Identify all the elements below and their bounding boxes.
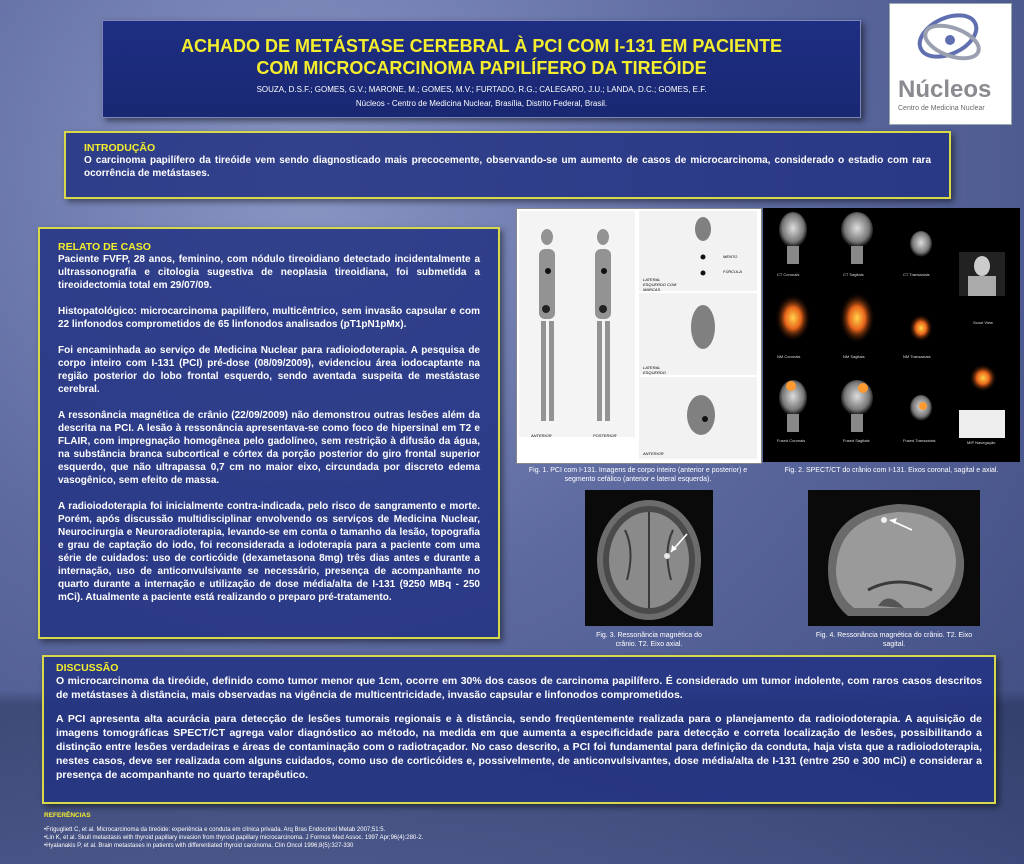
reference-item: •Hyalanakis P, et al. Brain metastases in patients with differentiated thyroid carcinoma. Clin Oncol 1996;8(5):327-330 <box>44 843 354 849</box>
intro-text: O carcinoma papilífero da tireóide vem sendo diagnosticado mais precocemente, observando-se um aumento de casos de microcarcinoma, considerado o estadio com rara ocorrência de metástases. <box>84 155 931 179</box>
fig1-label-lateral-marcas: LATERAL ESQUERDO COM MARCAS <box>643 277 677 292</box>
institution: Núcleos - Centro de Medicina Nuclear, Brasília, Distrito Federal, Brasil. <box>355 99 608 108</box>
poster-title <box>103 35 860 79</box>
intro-section <box>64 131 951 199</box>
case-paragraph-5: A radioiodoterapia foi inicialmente contra-indicada, pelo risco de sangramento e morte. Porém, após discussão multidisciplinar envolvendo os serviços de Medicina Nuclear, Neurocirurgia e Neuroradioterapia, levando-se em conta o tamanho da lesão, topografia e grau de captação do iodo, foi reconsiderada a iodoterapia para a paciente com uma série de cuidados: uso de corticóide (dexametasona 8mg) três dias antes e durante a internação, uso de anticonvulsivante se necessário, presença de acompanhante no quarto durante a internação e utilização de dose média/alta de I-131 (9250 MBq - 250 mCi). Atualmente a paciente está realizando o preparo pré-tratamento. <box>58 501 480 603</box>
fig2-label-fused-coronais: Fused Coronais <box>777 438 806 443</box>
discussion-paragraph-2: A PCI apresenta alta acurácia para detecção de lesões tumorais regionais e à distância, sendo freqüentemente realizada para o planejamento da radioiodoterapia. A aquisição de imagens tomográficas SPECT/CT agrega valor diagnóstico ao método, na medida em que aumenta a especificidade para detecção e correta localização de lesões, possibilitando a distinção entre lesões verdadeiras e áreas de contaminação com o radiotraçador. No caso descrito, a PCI foi fundamental para definição da conduta, haja vista que a radioiodoterapia, nestes casos, deve ser realizada com alguns cuidados, como uso de corticóides e, possivelmente, de anticonvulsivantes, dose média/alta de I-131 (entre 250 e 300 mCi) e considerar a presença de acompanhante no quarto terapêutico. <box>56 713 982 781</box>
whole-body-scan-image <box>517 209 761 463</box>
fig1-label-anterior: ANTERIOR <box>531 433 552 438</box>
case-report-section <box>38 227 500 639</box>
logo-name: Núcleos <box>898 76 992 103</box>
title-line-1: ACHADO DE METÁSTASE CEREBRAL À PCI COM I-131 EM PACIENTE <box>180 36 783 56</box>
poster-title-box <box>102 20 861 118</box>
figure-3-caption: Fig. 3. Ressonância magnética do crânio. T2. Eixo axial. <box>596 632 702 648</box>
reference-item: •Lin K, et al. Skull metastasis with thyroid papillary invasion from thyroid papillary microcarcinoma. J Formos Med Assoc. 1997 Apr;96(4):280-2. <box>44 835 424 841</box>
case-paragraph-3: Foi encaminhada ao serviço de Medicina Nuclear para radioiodoterapia. A pesquisa de corpo inteiro com I-131 (PCI) pré-dose (08/09/2009), evidenciou área iodocaptante na região posterior do lobo frontal esquerdo, sendo aventada suspeita de mestástase cerebral. <box>58 345 480 395</box>
fig1-label-posterior: POSTERIOR <box>593 433 617 438</box>
case-paragraph-4: A ressonância magnética de crânio (22/09/2009) não demonstrou outras lesões além da descrita na PCI. A lesão à ressonância apresentava-se como foco de hipersinal em T2 e FLAIR, com impregnação homogênea pelo gadolíneo, sem restrição à difusão da água, na substância branca subcortical e córtex da porção posterior do giro frontal superior esquerdo, que não ultrapassa 0,7 cm no maior eixo, circundada por discreto edema vasogênico, sem efeito de massa. <box>58 410 480 486</box>
fig2-label-fused-sagitais: Fused Sagitais <box>843 438 870 443</box>
mri-axial-image <box>585 490 713 626</box>
fig2-label-ct-coronais: CT Coronais <box>777 272 800 277</box>
discussion-heading: DISCUSSÃO <box>56 662 119 674</box>
fig1-label-lateral: LATERAL ESQUERDO <box>643 365 666 375</box>
fig2-label-ct-sagitais: CT Sagitais <box>843 272 864 277</box>
fig2-label-nm-coronais: NM Coronais <box>777 354 801 359</box>
logo-swirl-icon <box>890 4 1011 84</box>
figure-2-spect-ct <box>763 208 1020 462</box>
fig2-label-scout-view: Scout View <box>973 320 993 325</box>
fig2-label-nm-transaxiais: NM Transaxiais <box>903 354 931 359</box>
fig1-label-mento: MENTO <box>723 254 738 259</box>
title-line-2: COM MICROCARCINOMA PAPILÍFERO DA TIREÓIDE <box>256 58 707 78</box>
case-paragraph-2: Histopatológico: microcarcinoma papilífero, multicêntrico, sem invasão capsular e com 22 linfonodos comprometidos de 65 linfonodos analisados (pT1pN1pMx). <box>58 306 480 330</box>
fig2-label-fused-transaxiais: Fused Transaxiais <box>903 438 936 443</box>
nucleos-logo <box>889 3 1012 125</box>
case-paragraph-1: Paciente FVFP, 28 anos, feminino, com nódulo tireoidiano detectado incidentalmente a ultrassonografia e citologia sugestiva de neoplasia tireoidiana, foi submetida a tireoidectomia total em 29/07/09. <box>58 254 480 291</box>
figure-3-mri-axial <box>585 490 713 626</box>
fig2-label-mip-navegacao: MIP Navegação <box>967 440 996 445</box>
reference-item: •Frigugliett C, et al. Microcarcinoma da tireóide: experiência e conduta em clínica privada. Arq Bras Endocrinol Metab 2007;51:5. <box>44 827 386 833</box>
figure-1-caption: Fig. 1. PCI com I-131. Imagens de corpo inteiro (anterior e posterior) e segmento cefálico (anterior e lateral esquerda). <box>528 467 748 483</box>
fig1-label-anterior-small: ANTERIOR <box>643 451 664 456</box>
references <box>44 812 744 850</box>
fig2-label-nm-sagitais: NM Sagitais <box>843 354 865 359</box>
mri-sagittal-image <box>808 490 980 626</box>
fig1-label-furcula: FÚRCULA <box>723 269 742 274</box>
figure-4-mri-sagittal <box>808 490 980 626</box>
figure-4-caption: Fig. 4. Ressonância magnética do crânio. T2. Eixo sagital. <box>815 632 973 648</box>
discussion-section <box>42 655 996 804</box>
figure-2-caption: Fig. 2. SPECT/CT do crânio com I-131. Eixos coronal, sagital e axial. <box>784 467 999 474</box>
case-report-heading: RELATO DE CASO <box>58 241 151 253</box>
authors: SOUZA, D.S.F.; GOMES, G.V.; MARONE, M.; GOMES, M.V.; FURTADO, R.G.; CALEGARO, J.U.; LANDA, D.C.; GOMES, E.F. <box>256 85 707 94</box>
fig2-label-ct-transaxiais: CT Transaxiais <box>903 272 930 277</box>
logo-subtitle: Centro de Medicina Nuclear <box>898 105 985 112</box>
discussion-paragraph-1: O microcarcinoma da tireóide, definido como tumor menor que 1cm, ocorre em 30% dos casos de carcinoma papilífero. É considerado um tumor indolente, com raros casos descritos de metástases à distância, mais observadas na vigência de multicentricidade, invasão capsular e linfonodos comprometidos. <box>56 675 982 701</box>
intro-heading: INTRODUÇÃO <box>84 142 156 154</box>
spect-ct-image <box>763 208 1020 462</box>
figure-1-whole-body-scan <box>516 208 762 464</box>
references-heading: REFERÊNCIAS <box>44 812 91 819</box>
